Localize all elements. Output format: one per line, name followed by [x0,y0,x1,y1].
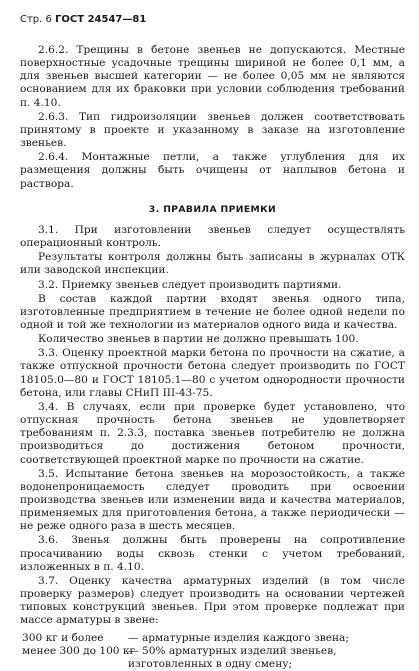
mass-table-rule: — арматурные изделия каждого звена; [128,631,349,644]
paragraph-2-6-4: 2.6.4. Монтажные петли, а также углубления для их размещения должны быть очищены от наплывов бетона и раствора. [20,151,405,190]
paragraph-2-6-3: 2.6.3. Тип гидроизоляции звеньев должен соответствовать принятому в проекте и указанному в заказе на изготовление звеньев. [20,110,405,150]
paragraph-2-6-2: 2.6.2. Трещины в бетоне звеньев не допускаются. Местные поверхностные усадочные трещины шириной не более 0,1 мм, а для звеньев высшей категории — не более 0,05 мм не являются основанием для их браковки при условии соблюдения требований п. 4.10. [20,44,405,109]
paragraph-3-7: 3.7. Оценку качества арматурных изделий (в том числе проверку размеров) следует производить на основании чертежей типовых конструкций звеньев. При этом проверке подлежат при массе арматуры в звене: [20,574,405,627]
document-body [20,44,405,671]
paragraph-control-results: Результаты контроля должны быть записаны в журналах ОТК или заводской инспекции. [20,251,405,277]
mass-table-rule: — 50% арматурных изделий звеньев, изготовленных в одну смену; [128,644,337,670]
paragraph-3-4: 3.4. В случаях, если при проверке будет установлено, что отпускная прочность бетона звеньев не удовлетворяет требованиям п. 2.3.3, поставка звеньев потребителю не должна производиться до достижения бетоном прочности, соответствующей проектной марке по прочности на сжатие. [20,400,405,466]
paragraph-3-3: 3.3. Оценку проектной марки бетона по прочности на сжатие, а также отпускной прочности бетона следует производить по ГОСТ 18105.0—80 и ГОСТ 18105.1—80 с учетом однородности прочности бетона, или главы СНиП III-43-75. [20,347,405,399]
page-number: Стр. 6 [20,14,52,25]
standard-number: ГОСТ 24547—81 [55,14,147,25]
mass-table [20,632,405,671]
paragraph-batch-composition: В состав каждой партии входят звенья одного типа, изготовленные предприятием в течение не более одной недели по одной и той же технологии из материалов одного вида и качества. [20,292,405,331]
mass-table-mass: менее 300 до 100 кг [22,644,136,657]
mass-table-mass: 300 кг и более [22,631,104,644]
paragraph-batch-size: Количество звеньев в партии не должно превышать 100. [38,333,359,346]
paragraph-3-1: 3.1. При изготовлении звеньев следует осуществлять операционный контроль. [20,223,405,250]
paragraph-3-5: 3.5. Испытание бетона звеньев на морозостойкость, а также водонепроницаемость следует проводить при освоении производства звеньев или изменении вида и качества материалов, применяемых для приготовления бетона, а также периодически — не реже одного раза в шесть месяцев. [20,467,405,533]
paragraph-3-2: 3.2. Приемку звеньев следует производить партиями. [38,278,342,291]
section-title: 3. ПРАВИЛА ПРИЕМКИ [148,203,277,215]
page-header [20,13,146,26]
paragraph-3-6: 3.6. Звенья должны быть проверены на сопротивление просачиванию воды сквозь стенки с учетом требований, изложенных в п. 4.10. [20,534,405,573]
